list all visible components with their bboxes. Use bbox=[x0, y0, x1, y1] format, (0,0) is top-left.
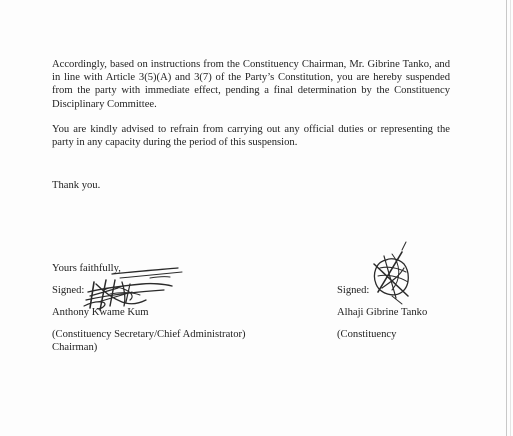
page-edge-line-outer bbox=[510, 0, 511, 436]
left-signatory-role-continued: Chairman) bbox=[52, 342, 98, 353]
left-handwritten-signature bbox=[60, 262, 190, 318]
closing-thanks: Thank you. bbox=[52, 180, 101, 191]
right-handwritten-signature bbox=[362, 238, 422, 310]
right-signatory-name: Alhaji Gibrine Tanko bbox=[337, 307, 428, 318]
left-signed-label: Signed: bbox=[52, 285, 85, 296]
left-signatory-role: (Constituency Secretary/Chief Administrator) bbox=[52, 329, 246, 340]
left-signatory-name: Anthony Kwame Kum bbox=[52, 307, 149, 318]
valediction: Yours faithfully, bbox=[52, 263, 121, 274]
suspension-paragraph: Accordingly, based on instructions from the Constituency Chairman, Mr. Gibrine Tanko, and in line with Article 3(5)(A) and 3(7) of the Party’s Constitution, you are hereby suspended from the party with immediate effect, pending a final determination by the Constituency Disciplinary Committee. bbox=[52, 59, 450, 110]
page-edge-line bbox=[506, 0, 507, 436]
right-signatory-role: (Constituency bbox=[337, 329, 397, 340]
advisory-paragraph: You are kindly advised to refrain from carrying out any official duties or representing the party in any capacity during the period of this suspension. bbox=[52, 124, 450, 149]
right-signed-label: Signed: bbox=[337, 285, 370, 296]
